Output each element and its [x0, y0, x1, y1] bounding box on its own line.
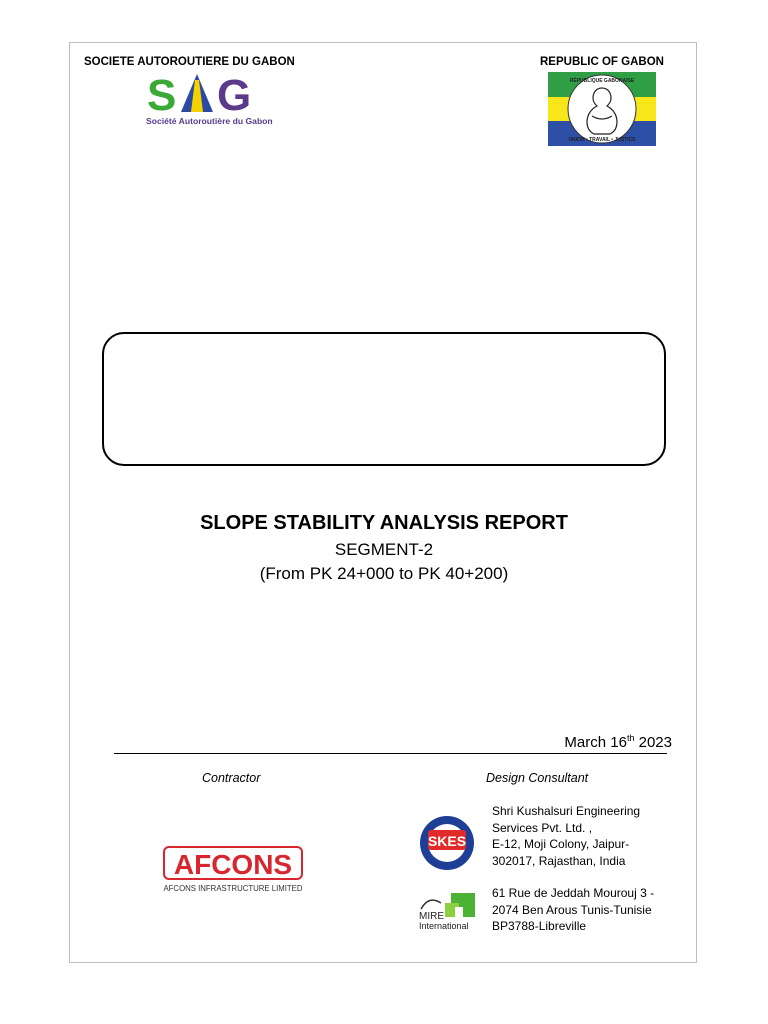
emblem-bottom-text: UNION • TRAVAIL • JUSTICE	[568, 137, 636, 143]
afcons-wordmark: AFCONS	[173, 849, 293, 880]
left-org-header: SOCIETE AUTOROUTIERE DU GABON	[84, 56, 295, 68]
sag-tagline: Société Autoroutière du Gabon	[146, 116, 273, 126]
skes-address-line: E-12, Moji Colony, Jaipur-	[492, 837, 630, 851]
contractor-label: Contractor	[202, 771, 261, 785]
mire-square-cutout	[455, 907, 463, 917]
title-placeholder-box	[102, 332, 666, 466]
skes-address-line: Services Pvt. Ltd. ,	[492, 820, 593, 835]
sag-logo	[145, 72, 273, 128]
mire-address-line: 61 Rue de Jeddah Mourouj 3 -	[492, 886, 655, 900]
report-range: (From PK 24+000 to PK 40+200)	[259, 564, 509, 583]
skes-logo	[417, 815, 479, 871]
consultant-label: Design Consultant	[486, 771, 589, 785]
mire-swoosh	[421, 900, 441, 909]
mire-address	[492, 885, 654, 935]
emblem-top-text: RÉPUBLIQUE GABONAISE	[569, 78, 635, 84]
divider-line	[114, 753, 667, 754]
gabon-emblem	[548, 72, 656, 146]
right-org-header: REPUBLIC OF GABON	[540, 56, 664, 68]
skes-address	[492, 803, 640, 869]
mire-logo	[417, 889, 479, 931]
report-title: SLOPE STABILITY ANALYSIS REPORT	[200, 512, 568, 534]
afcons-tagline: AFCONS INFRASTRUCTURE LIMITED	[163, 884, 303, 893]
date-year: 2023	[634, 734, 672, 751]
afcons-logo	[163, 846, 305, 896]
sag-logo-g: G	[217, 72, 252, 120]
mire-address-line: BP3788-Libreville	[492, 919, 587, 933]
mire-wordmark: MIRE	[419, 911, 444, 922]
report-segment: SEGMENT-2	[334, 540, 434, 559]
skes-address-line: Shri Kushalsuri Engineering	[492, 804, 641, 818]
sag-logo-s: S	[147, 72, 177, 120]
date-suffix: th	[626, 733, 635, 743]
date-month-day: March 16	[564, 734, 627, 751]
skes-wordmark: SKES	[427, 833, 467, 849]
report-date	[564, 733, 672, 751]
mire-subtext: International	[419, 921, 469, 931]
skes-address-line: 302017, Rajasthan, India	[492, 853, 626, 868]
emblem-seal	[568, 75, 636, 143]
mire-address-line: 2074 Ben Arous Tunis-Tunisie	[492, 902, 652, 917]
